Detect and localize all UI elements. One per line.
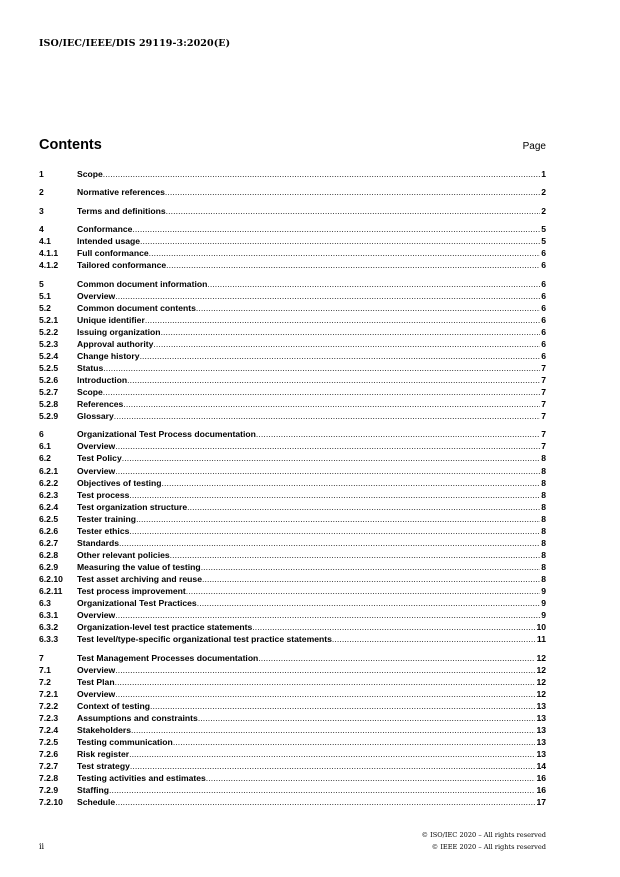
toc-entry-number: 6.3.3 — [39, 634, 59, 645]
toc-entry[interactable] — [39, 700, 546, 712]
toc-dot-leader — [256, 428, 540, 440]
toc-dot-leader — [115, 290, 540, 302]
toc-entry-page: 7 — [541, 386, 546, 397]
toc-entry[interactable] — [39, 724, 546, 736]
toc-entry-number: 7.2 — [39, 676, 51, 687]
toc-entry-title: Overview — [77, 290, 116, 301]
toc-entry[interactable] — [39, 501, 546, 513]
toc-entry[interactable] — [39, 374, 546, 386]
toc-entry-number: 6.2.6 — [39, 525, 59, 536]
toc-dot-leader — [196, 302, 540, 314]
toc-entry-page: 6 — [541, 290, 546, 301]
contents-heading: Contents — [39, 137, 102, 153]
toc-dot-leader — [114, 410, 540, 422]
toc-entry[interactable] — [39, 428, 546, 440]
toc-entry-page: 7 — [541, 398, 546, 409]
toc-entry-number: 5.2.2 — [39, 326, 59, 337]
toc-entry-title: Conformance — [77, 224, 133, 235]
toc-entry-page: 2 — [541, 187, 546, 198]
toc-entry-title: Testing communication — [77, 736, 173, 747]
toc-entry-title: Organizational Test Practices — [77, 598, 197, 609]
toc-entry-page: 16 — [536, 772, 546, 783]
toc-entry-page: 8 — [541, 489, 546, 500]
toc-entry-page: 8 — [541, 453, 546, 464]
toc-entry[interactable] — [39, 597, 546, 609]
toc-entry-number: 6.3 — [39, 598, 51, 609]
toc-entry-page: 8 — [541, 501, 546, 512]
toc-entry-number: 5.2.4 — [39, 350, 59, 361]
toc-entry-number: 6 — [39, 429, 44, 440]
toc-dot-leader — [173, 736, 536, 748]
toc-entry[interactable] — [39, 489, 546, 501]
toc-entry-page: 5 — [541, 224, 546, 235]
toc-entry-title: Standards — [77, 537, 120, 548]
toc-entry-title: Test process improvement — [77, 585, 186, 596]
toc-dot-leader — [162, 477, 541, 489]
toc-dot-leader — [103, 362, 540, 374]
toc-dot-leader — [201, 561, 541, 573]
toc-entry-number: 6.3.2 — [39, 622, 59, 633]
toc-dot-leader — [115, 664, 535, 676]
toc-entry-page: 8 — [541, 513, 546, 524]
toc-entry-number: 1 — [39, 169, 44, 179]
toc-entry[interactable] — [39, 398, 546, 410]
toc-entry-title: Testing activities and estimates — [77, 772, 206, 783]
page-number: ii — [39, 842, 45, 851]
toc-entry-title: Test Policy — [77, 453, 122, 464]
toc-dot-leader — [103, 386, 540, 398]
toc-entry-number: 5.2.1 — [39, 314, 59, 325]
toc-entry-title: Overview — [77, 688, 116, 699]
toc-entry[interactable] — [39, 549, 546, 561]
toc-entry-number: 5 — [39, 278, 44, 289]
toc-entry[interactable] — [39, 772, 546, 784]
toc-entry-title: Scope — [77, 386, 103, 397]
toc-dot-leader — [149, 247, 541, 259]
toc-entry-number: 5.1 — [39, 290, 51, 301]
toc-entry-page: 11 — [536, 634, 546, 645]
toc-dot-leader — [129, 489, 540, 501]
toc-entry-page: 17 — [536, 797, 546, 808]
toc-entry-page: 13 — [536, 724, 546, 735]
toc-entry-title: Test Plan — [77, 676, 115, 687]
toc-entry-title: Overview — [77, 610, 116, 621]
toc-entry-number: 6.2.8 — [39, 549, 59, 560]
document-id-header: ISO/IEC/IEEE/DIS 29119-3:2020(E) — [39, 38, 231, 49]
toc-dot-leader — [129, 525, 540, 537]
toc-entry-title: Common document information — [77, 278, 208, 289]
toc-dot-leader — [206, 772, 536, 784]
toc-entry-title: Tester training — [77, 513, 137, 524]
toc-entry-title: Normative references — [77, 187, 165, 198]
toc-entry[interactable] — [39, 186, 546, 198]
toc-entry[interactable] — [39, 386, 546, 398]
toc-entry-number: 5.2.5 — [39, 362, 59, 373]
toc-entry-title: Overview — [77, 465, 116, 476]
toc-dot-leader — [115, 609, 540, 621]
toc-entry-page: 6 — [541, 302, 546, 313]
toc-entry-title: Test Management Processes documentation — [77, 652, 259, 663]
toc-dot-leader — [186, 585, 540, 597]
toc-entry-page: 8 — [541, 573, 546, 584]
toc-entry[interactable] — [39, 513, 546, 525]
toc-entry-number: 2 — [39, 187, 44, 198]
toc-entry-title: Test strategy — [77, 760, 130, 771]
toc-entry-number: 4.1.2 — [39, 260, 59, 271]
toc-entry-number: 7.2.4 — [39, 724, 59, 735]
toc-entry[interactable] — [39, 796, 546, 808]
toc-entry-number: 7.2.2 — [39, 700, 59, 711]
toc-entry-page: 8 — [541, 549, 546, 560]
toc-dot-leader — [197, 597, 541, 609]
toc-entry-page: 7 — [541, 362, 546, 373]
toc-entry[interactable] — [39, 621, 546, 633]
toc-entry-page: 13 — [536, 736, 546, 747]
toc-dot-leader — [115, 796, 535, 808]
toc-dot-leader — [202, 573, 540, 585]
toc-entry-title: Overview — [77, 664, 116, 675]
toc-entry-title: Tester ethics — [77, 525, 130, 536]
toc-entry-title: Test process — [77, 489, 130, 500]
toc-entry-page: 8 — [541, 477, 546, 488]
toc-entry-number: 7.1 — [39, 664, 51, 675]
toc-entry[interactable] — [39, 410, 546, 422]
toc-entry-number: 7.2.6 — [39, 748, 59, 759]
toc-entry[interactable] — [39, 350, 546, 362]
toc-entry-number: 6.3.1 — [39, 610, 59, 621]
toc-dot-leader — [140, 235, 540, 247]
toc-entry-title: Measuring the value of testing — [77, 561, 201, 572]
toc-dot-leader — [332, 633, 536, 645]
toc-entry-page: 6 — [541, 326, 546, 337]
toc-dot-leader — [161, 326, 541, 338]
toc-entry-title: Risk register — [77, 748, 130, 759]
toc-entry-number: 6.2.11 — [39, 585, 63, 596]
toc-dot-leader — [103, 168, 540, 180]
toc-entry-page: 8 — [541, 561, 546, 572]
toc-entry[interactable] — [39, 664, 546, 676]
toc-entry-title: Schedule — [77, 797, 116, 808]
toc-entry-number: 4 — [39, 224, 44, 235]
toc-entry-page: 7 — [541, 411, 546, 422]
toc-entry-number: 7.2.9 — [39, 785, 59, 796]
toc-entry-number: 5.2.3 — [39, 338, 59, 349]
copyright-ieee: © IEEE 2020 – All rights reserved — [431, 843, 546, 851]
toc-entry[interactable] — [39, 525, 546, 537]
toc-entry-number: 7.2.1 — [39, 688, 59, 699]
toc-entry-title: Assumptions and constraints — [77, 712, 198, 723]
toc-entry[interactable] — [39, 465, 546, 477]
toc-entry[interactable] — [39, 362, 546, 374]
toc-dot-leader — [115, 440, 540, 452]
toc-entry-page: 13 — [536, 748, 546, 759]
toc-dot-leader — [130, 760, 536, 772]
toc-entry-page: 16 — [536, 785, 546, 796]
toc-dot-leader — [131, 724, 535, 736]
toc-entry-page: 14 — [536, 760, 546, 771]
toc-entry-title: Test asset archiving and reuse — [77, 573, 202, 584]
toc-entry-number: 5.2 — [39, 302, 51, 313]
toc-entry-number: 3 — [39, 205, 44, 216]
toc-entry[interactable] — [39, 537, 546, 549]
toc-entry-title: Staffing — [77, 785, 109, 796]
toc-entry-page: 7 — [541, 429, 546, 440]
toc-dot-leader — [153, 338, 540, 350]
toc-entry-page: 12 — [536, 688, 546, 699]
toc-dot-leader — [150, 700, 535, 712]
toc-entry-number: 7.2.7 — [39, 760, 59, 771]
toc-dot-leader — [132, 223, 540, 235]
toc-entry-title: Unique identifier — [77, 314, 145, 325]
toc-entry-title: Terms and definitions — [77, 205, 166, 216]
toc-dot-leader — [198, 712, 536, 724]
toc-entry-number: 7.2.8 — [39, 772, 59, 783]
toc-entry[interactable] — [39, 338, 546, 350]
toc-entry[interactable] — [39, 736, 546, 748]
toc-dot-leader — [166, 205, 541, 217]
toc-entry-page: 13 — [536, 712, 546, 723]
toc-entry-title: Other relevant policies — [77, 549, 170, 560]
toc-dot-leader — [187, 501, 540, 513]
toc-entry-number: 4.1 — [39, 236, 51, 247]
toc-entry-page: 8 — [541, 525, 546, 536]
toc-entry-title: Objectives of testing — [77, 477, 162, 488]
toc-entry-title: Context of testing — [77, 700, 151, 711]
toc-entry[interactable] — [39, 440, 546, 452]
toc-entry-number: 6.2.1 — [39, 465, 59, 476]
page-column-label: Page — [522, 141, 546, 152]
toc-entry-page: 12 — [536, 664, 546, 675]
toc-entry[interactable] — [39, 452, 546, 464]
toc-entry-title: Scope — [77, 169, 103, 179]
toc-entry-page: 6 — [541, 338, 546, 349]
copyright-iso: © ISO/IEC 2020 – All rights reserved — [421, 831, 546, 839]
toc-entry-page: 12 — [536, 676, 546, 687]
toc-entry-title: Organization-level test practice statements — [77, 622, 253, 633]
toc-entry-number: 7.2.10 — [39, 797, 63, 808]
toc-entry-page: 12 — [536, 652, 546, 663]
toc-entry-number: 6.2.9 — [39, 561, 59, 572]
toc-entry-number: 7 — [39, 652, 44, 663]
toc-entry-number: 6.2.5 — [39, 513, 59, 524]
toc-entry-page: 9 — [541, 610, 546, 621]
toc-entry-number: 6.2 — [39, 453, 51, 464]
toc-dot-leader — [115, 688, 535, 700]
toc-entry[interactable] — [39, 235, 546, 247]
toc-entry[interactable] — [39, 676, 546, 688]
toc-entry-page: 8 — [541, 537, 546, 548]
toc-entry-number: 7.2.3 — [39, 712, 59, 723]
toc-entry-page: 8 — [541, 465, 546, 476]
toc-entry-title: Common document contents — [77, 302, 196, 313]
toc-entry-page: 9 — [541, 585, 546, 596]
copyright-notice — [421, 829, 546, 853]
toc-entry-title: Full conformance — [77, 248, 149, 259]
toc-dot-leader — [170, 549, 541, 561]
toc-entry[interactable] — [39, 609, 546, 621]
toc-entry-title: Change history — [77, 350, 140, 361]
toc-entry-page: 6 — [541, 314, 546, 325]
toc-entry[interactable] — [39, 302, 546, 314]
toc-entry-page: 2 — [541, 205, 546, 216]
toc-entry-title: Test level/type-specific organizational test practice statements — [77, 634, 332, 645]
toc-entry[interactable] — [39, 477, 546, 489]
toc-entry-title: References — [77, 398, 124, 409]
toc-entry-page: 13 — [536, 700, 546, 711]
toc-entry[interactable] — [39, 585, 546, 597]
toc-entry-number: 6.2.2 — [39, 477, 59, 488]
toc-entry-title: Approval authority — [77, 338, 154, 349]
toc-dot-leader — [252, 621, 535, 633]
toc-entry[interactable] — [39, 760, 546, 772]
toc-dot-leader — [123, 398, 540, 410]
toc-dot-leader — [109, 784, 535, 796]
toc-entry-number: 6.2.10 — [39, 573, 63, 584]
toc-entry-page: 6 — [541, 278, 546, 289]
toc-entry-number: 7.2.5 — [39, 736, 59, 747]
toc-entry[interactable] — [39, 223, 546, 235]
toc-dot-leader — [122, 452, 540, 464]
toc-dot-leader — [140, 350, 541, 362]
toc-entry[interactable] — [39, 784, 546, 796]
toc-dot-leader — [129, 748, 535, 760]
toc-dot-leader — [258, 652, 535, 664]
toc-entry[interactable] — [39, 205, 546, 217]
toc-entry-page: 7 — [541, 441, 546, 452]
toc-dot-leader — [166, 259, 540, 271]
toc-dot-leader — [207, 278, 540, 290]
toc-entry-title: Issuing organization — [77, 326, 161, 337]
toc-entry-page: 10 — [536, 622, 546, 633]
toc-dot-leader — [127, 374, 540, 386]
toc-entry-title: Tailored conformance — [77, 260, 167, 271]
toc-entry-number: 6.1 — [39, 441, 51, 452]
toc-entry-number: 5.2.9 — [39, 411, 59, 422]
toc-entry-title: Organizational Test Process documentation — [77, 429, 256, 440]
toc-entry-page: 6 — [541, 260, 546, 271]
toc-entry-page: 6 — [541, 248, 546, 259]
table-of-contents — [39, 168, 546, 808]
toc-entry-number: 4.1.1 — [39, 248, 59, 259]
toc-entry[interactable] — [39, 259, 546, 271]
toc-entry[interactable] — [39, 573, 546, 585]
toc-entry-page: 7 — [541, 374, 546, 385]
toc-entry-number: 6.2.3 — [39, 489, 59, 500]
toc-entry-page: 5 — [541, 236, 546, 247]
toc-entry-title: Intended usage — [77, 236, 141, 247]
toc-entry[interactable] — [39, 314, 546, 326]
toc-entry[interactable] — [39, 748, 546, 760]
toc-dot-leader — [136, 513, 540, 525]
toc-entry-number: 5.2.7 — [39, 386, 59, 397]
toc-dot-leader — [115, 676, 536, 688]
toc-entry[interactable] — [39, 290, 546, 302]
toc-entry[interactable] — [39, 652, 546, 664]
toc-entry-title: Stakeholders — [77, 724, 131, 735]
toc-entry-number: 6.2.4 — [39, 501, 59, 512]
toc-entry-title: Introduction — [77, 374, 128, 385]
toc-dot-leader — [115, 465, 540, 477]
toc-entry-page: 1 — [541, 169, 546, 179]
toc-entry[interactable] — [39, 633, 546, 645]
toc-entry[interactable] — [39, 168, 546, 180]
toc-entry-number: 5.2.8 — [39, 398, 59, 409]
toc-entry-number: 5.2.6 — [39, 374, 59, 385]
toc-entry-number: 6.2.7 — [39, 537, 59, 548]
toc-entry-page: 9 — [541, 598, 546, 609]
toc-dot-leader — [165, 186, 540, 198]
toc-entry-title: Status — [77, 362, 104, 373]
toc-dot-leader — [119, 537, 540, 549]
toc-entry[interactable] — [39, 561, 546, 573]
toc-entry[interactable] — [39, 247, 546, 259]
toc-entry-title: Overview — [77, 441, 116, 452]
toc-entry-title: Test organization structure — [77, 501, 188, 512]
toc-dot-leader — [145, 314, 540, 326]
toc-entry[interactable] — [39, 688, 546, 700]
toc-entry[interactable] — [39, 326, 546, 338]
toc-entry-title: Glossary — [77, 411, 114, 422]
toc-entry[interactable] — [39, 278, 546, 290]
toc-entry[interactable] — [39, 712, 546, 724]
toc-entry-page: 6 — [541, 350, 546, 361]
